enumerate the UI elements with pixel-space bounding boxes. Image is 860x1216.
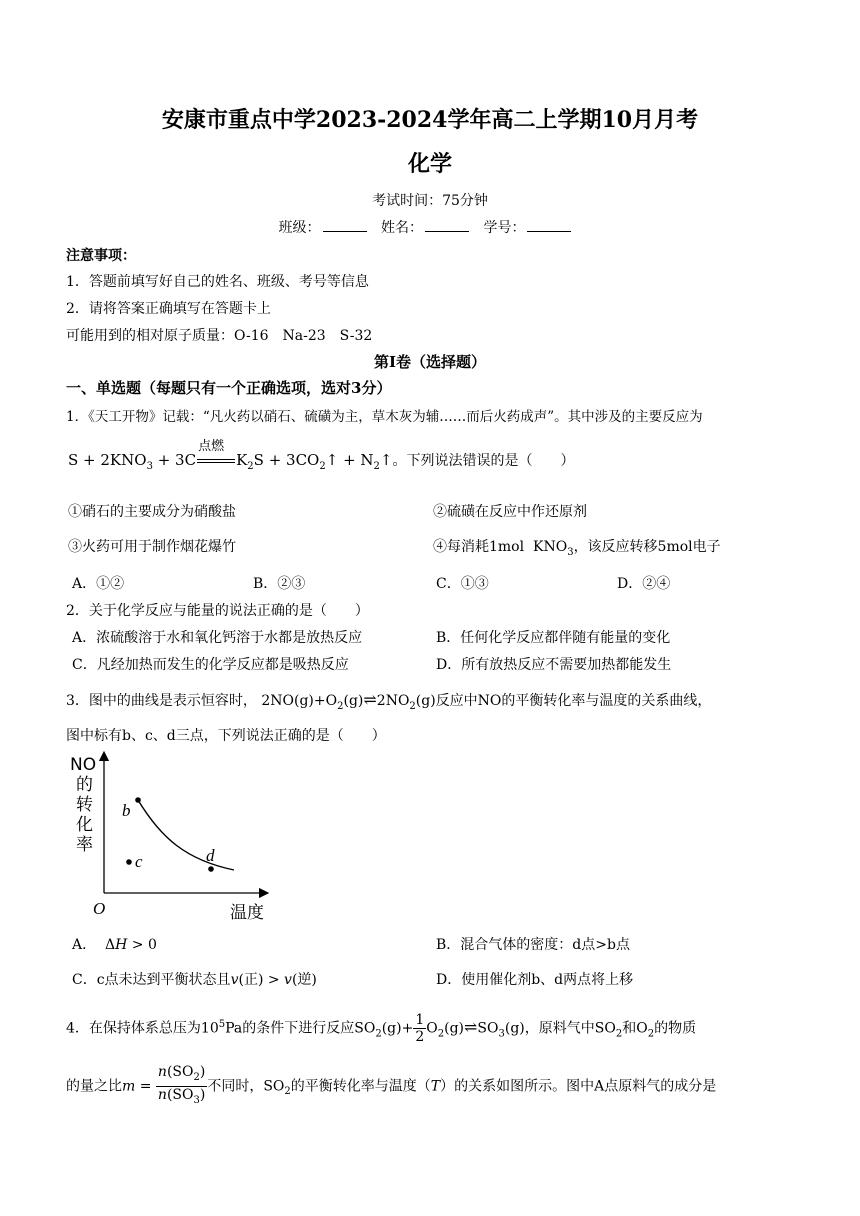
q1-condition: 点燃: [198, 439, 225, 454]
q2-option-b[interactable]: B．任何化学反应都伴随有能量的变化: [436, 630, 671, 646]
student-info-line: [0, 217, 860, 237]
q2-stem: 2．关于化学反应与能量的说法正确的是（ ）: [66, 603, 369, 619]
point-b: [135, 797, 141, 803]
q3-graph: [66, 748, 286, 928]
q1-statement-2: ②硫磺在反应中作还原剂: [433, 504, 587, 520]
q1-statement-4: ④每消耗1mol $KNO_3$，该反应转移5mol电子: [433, 539, 721, 558]
class-blank[interactable]: [323, 219, 367, 232]
id-blank[interactable]: [527, 219, 571, 232]
name-blank[interactable]: [425, 219, 469, 232]
subject-title: 化学: [407, 151, 452, 177]
notes-heading: 注意事项：: [66, 248, 136, 264]
class-label: 班级：: [278, 220, 321, 236]
q1-option-a[interactable]: A．①②: [72, 576, 125, 592]
q4-stem: 4．在保持体系总压为$10^5Pa$的条件下进行反应$SO_2(g)+$ $\frac{1}{2}$ $O_2(g)\rightleftharpoons SO_3(g)$，原料气中$SO_2$和$O_2$的物质: [66, 1012, 697, 1045]
point-d: [208, 866, 214, 872]
x-axis-label: 温度: [230, 903, 264, 923]
q3-option-c[interactable]: C．c点未达到平衡状态且v(正) > v(逆): [72, 972, 317, 988]
y-label-5: 率: [76, 835, 93, 855]
exam-title: 安康市重点中学2023-2024学年高二上学期10月月考: [161, 107, 699, 133]
section-heading: 一、单选题（每题只有一个正确选项，选对3分）: [66, 379, 392, 397]
q3-option-d[interactable]: D．使用催化剂b、d两点将上移: [436, 972, 634, 988]
atomic-masses: 可能用到的相对原子质量：O-16 Na-23 S-32: [66, 328, 373, 344]
q4-stem-2: 的量之比m = $\frac{n(SO_2)}{n(SO_3)}$ 不同时，$SO_2$的平衡转化率与温度（T）的关系如图所示。图中A点原料气的成分是: [66, 1064, 717, 1106]
q1-equation: $S + 2KNO_3 + 3C$ 点燃 $K_2S$ + $3CO_2↑$ + $N_2↑$。下列说法错误的是（ ）: [68, 450, 575, 472]
label-d: d: [206, 846, 215, 865]
q2-option-a[interactable]: A．浓硫酸溶于水和氧化钙溶于水都是放热反应: [72, 630, 363, 646]
label-c: c: [135, 852, 143, 871]
point-c: [126, 859, 132, 865]
q1-statement-3: ③火药可用于制作烟花爆竹: [68, 539, 236, 555]
q3-stem-2: 图中标有b、c、d三点，下列说法正确的是（ ）: [66, 728, 386, 744]
q1-stem: 1．《天工开物》记载：“凡火药以硝石、硫磺为主，草木灰为辅……而后火药成声”。其中涉及的主要反应为: [66, 409, 703, 425]
name-label: 姓名：: [381, 220, 423, 236]
y-label-3: 转: [76, 795, 93, 815]
origin-label: O: [93, 899, 106, 918]
q2-option-d[interactable]: D．所有放热反应不需要加热都能发生: [436, 657, 672, 673]
q1-eq-tail: 。下列说法错误的是（ ）: [392, 453, 575, 469]
y-label-1: NO: [70, 755, 97, 775]
y-label-4: 化: [76, 815, 93, 835]
q2-option-c[interactable]: C．凡经加热而发生的化学反应都是吸热反应: [72, 657, 349, 673]
equilibrium-curve: [138, 800, 234, 870]
q3-option-b[interactable]: B．混合气体的密度：d点>b点: [436, 937, 630, 953]
q1-statement-1: ①硝石的主要成分为硝酸盐: [68, 504, 236, 520]
q1-option-b[interactable]: B．②③: [253, 576, 306, 592]
q3-stem: 3．图中的曲线是表示恒容时， $2NO(g)+O_2(g)\rightleftharpoons 2NO_2(g)$反应中NO的平衡转化率与温度的关系曲线，: [66, 690, 712, 712]
note-item-1: 1．答题前填写好自己的姓名、班级、考号等信息: [66, 274, 369, 290]
q1-option-d[interactable]: D．②④: [617, 576, 671, 592]
label-b: b: [122, 801, 131, 820]
q3-option-a[interactable]: A． ΔH > 0: [72, 937, 157, 953]
y-label-2: 的: [76, 775, 93, 795]
q1-option-c[interactable]: C．①③: [436, 576, 489, 592]
note-item-2: 2．请将答案正确填写在答题卡上: [66, 301, 271, 317]
id-label: 学号：: [483, 220, 526, 236]
volume-heading: 第Ⅰ卷（选择题）: [373, 353, 487, 371]
exam-time: 考试时间：75分钟: [372, 193, 488, 209]
